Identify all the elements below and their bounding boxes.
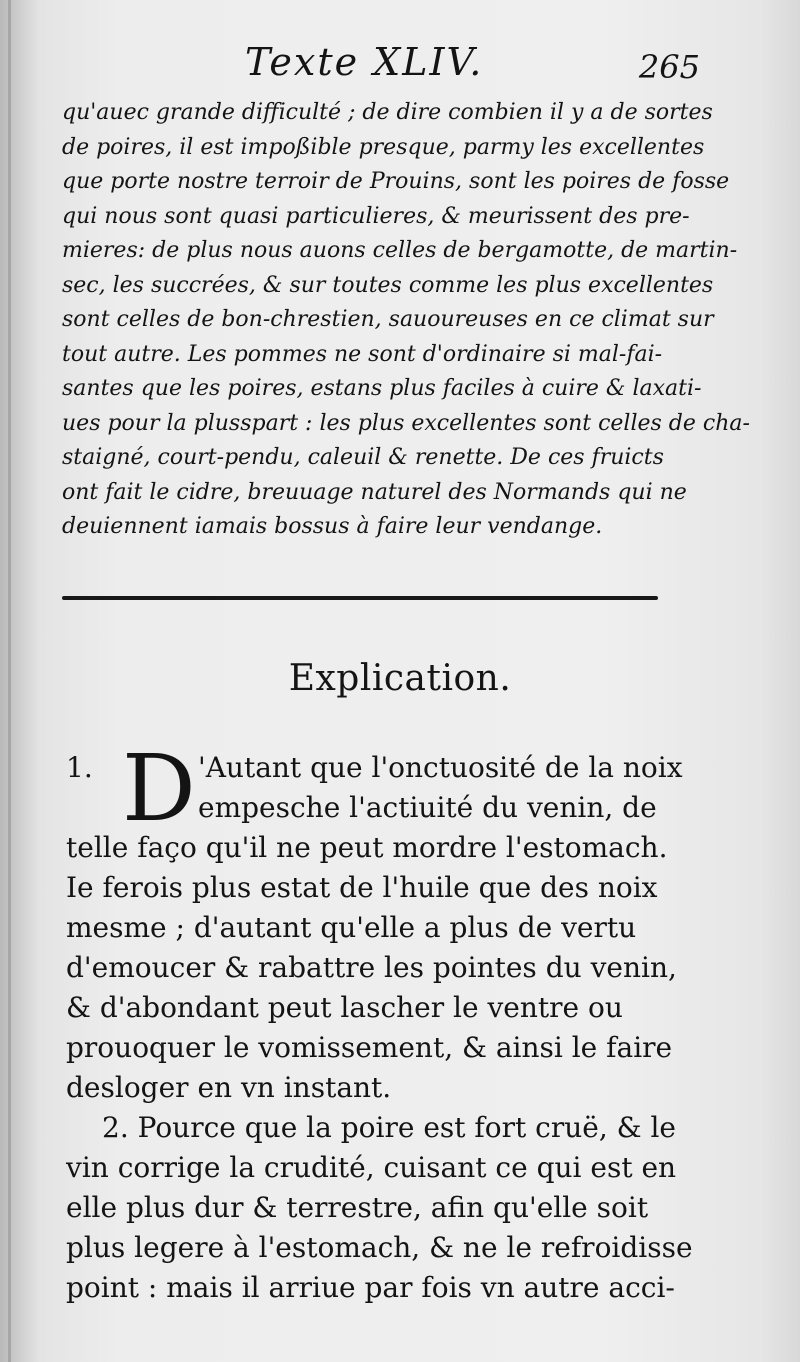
text-line: mesme ; d'autant qu'elle a plus de vertu	[66, 911, 637, 944]
text-line: tout autre. Les pommes ne sont d'ordinaire si mal-fai-	[62, 341, 663, 367]
text-line: sont celles de bon-chrestien, sauoureuses en ce climat sur	[62, 307, 714, 332]
text-line: ont fait le cidre, breuuage naturel des Normands qui ne	[62, 479, 687, 505]
text-paragraph	[62, 96, 750, 545]
text-line: telle faço qu'il ne peut mordre l'estomach.	[66, 831, 668, 864]
text-line: ues pour la plusspart : les plus excellentes sont celles de cha-	[62, 410, 750, 436]
section-heading: Explication.	[288, 658, 512, 699]
text-line: empesche l'actiuité du venin, de	[198, 791, 657, 824]
text-line: qu'auec grande difficulté ; de dire combien il y a de sortes	[62, 100, 713, 125]
text-line: desloger en vn instant.	[66, 1071, 392, 1104]
page-header	[60, 40, 700, 90]
text-line: point : mais il arriue par fois vn autre acci-	[66, 1271, 675, 1304]
page-number: 265	[638, 48, 700, 86]
text-line: & d'abondant peut lascher le ventre ou	[66, 991, 623, 1024]
text-line: 'Autant que l'onctuosité de la noix	[198, 751, 683, 784]
text-line: elle plus dur & terrestre, afin qu'elle soit	[66, 1191, 649, 1224]
text-line: prouoquer le vomissement, & ainsi le faire	[66, 1031, 673, 1064]
text-line: plus legere à l'estomach, & ne le refroidisse	[66, 1231, 693, 1264]
text-line: santes que les poires, estans plus faciles à cuire & laxati-	[62, 376, 702, 401]
text-line: deuiennent iamais bossus à faire leur vendange.	[62, 514, 603, 539]
running-title: Texte XLIV.	[245, 40, 484, 84]
horizontal-rule	[62, 596, 658, 600]
text-line: d'emoucer & rabattre les pointes du venin,	[66, 951, 677, 984]
text-line: de poires, il est impoßible presque, parmy les excellentes	[62, 134, 705, 160]
explication-body	[66, 735, 694, 1308]
text-line: vin corrige la crudité, cuisant ce qui est en	[66, 1151, 677, 1184]
text-line: qui nous sont quasi particulieres, & meurissent des pre-	[62, 203, 690, 229]
text-line: staigné, court-pendu, caleuil & renette. De ces fruicts	[62, 445, 664, 470]
item-number: 1.	[66, 751, 93, 784]
text-line: Ie ferois plus estat de l'huile que des noix	[66, 871, 658, 904]
item-1-opening	[66, 735, 694, 842]
text-line: que porte nostre terroir de Prouins, sont les poires de fosse	[62, 169, 730, 194]
text-line: 2. Pource que la poire est fort cruë, & le	[102, 1111, 676, 1144]
text-line: sec, les succrées, & sur toutes comme les plus excellentes	[62, 272, 714, 298]
text-line: mieres: de plus nous auons celles de bergamotte, de martin-	[62, 238, 738, 263]
drop-cap: D	[122, 735, 196, 842]
